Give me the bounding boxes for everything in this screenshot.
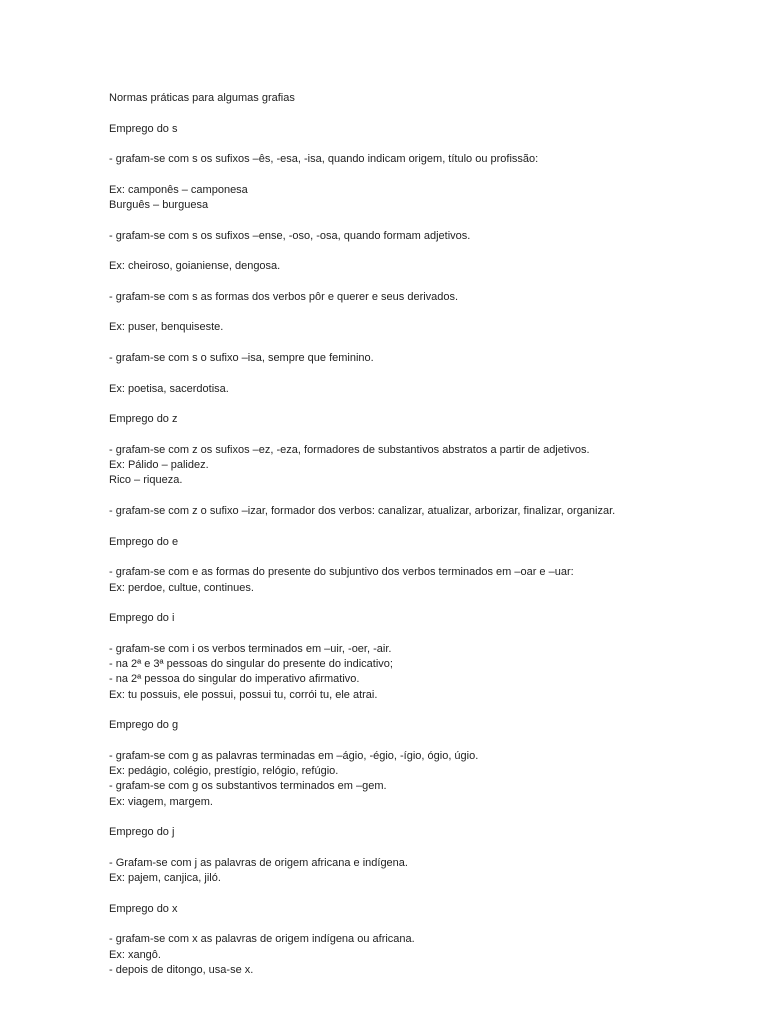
section-heading: Emprego do z <box>109 413 178 426</box>
text-line: Ex: pajem, canjica, jiló. <box>109 872 221 885</box>
section <box>109 412 749 519</box>
section-heading: Emprego do s <box>109 122 178 135</box>
paragraph <box>109 443 749 489</box>
paragraph <box>109 320 749 335</box>
text-line: - na 2ª pessoa do singular do imperativo afirmativo. <box>109 673 360 686</box>
text-line: Ex: pedágio, colégio, prestígio, relógio, refúgio. <box>109 765 339 778</box>
text-line: - grafam-se com s o sufixo –isa, sempre que feminino. <box>109 352 374 365</box>
section-heading: Emprego do i <box>109 612 175 625</box>
text-line: - grafam-se com s os sufixos –ês, -esa, -isa, quando indicam origem, título ou profissão: <box>109 153 539 166</box>
text-line: - grafam-se com g os substantivos terminados em –gem. <box>109 780 387 793</box>
section <box>109 718 749 810</box>
text-line: - na 2ª e 3ª pessoas do singular do presente do indicativo; <box>109 657 393 670</box>
document-title: Normas práticas para algumas grafias <box>109 92 295 104</box>
section-heading: Emprego do g <box>109 719 179 732</box>
text-line: - grafam-se com g as palavras terminadas em –ágio, -égio, -ígio, ógio, úgio. <box>109 749 479 762</box>
text-line: - grafam-se com e as formas do presente do subjuntivo dos verbos terminados em –oar e –uar: <box>109 566 574 579</box>
text-line: Ex: tu possuis, ele possui, possui tu, corrói tu, ele atrai. <box>109 688 378 701</box>
text-line: - grafam-se com i os verbos terminados em –uir, -oer, -air. <box>109 642 392 655</box>
paragraph <box>109 565 749 596</box>
text-line: - Grafam-se com j as palavras de origem africana e indígena. <box>109 856 408 869</box>
section <box>109 535 749 596</box>
document-page <box>109 91 749 994</box>
paragraph <box>109 229 749 244</box>
text-line: Ex: Pálido – palidez. <box>109 459 209 472</box>
text-line: - grafam-se com z o sufixo –izar, formador dos verbos: canalizar, atualizar, arborizar, finalizar, organizar. <box>109 505 616 518</box>
text-line: - grafam-se com s os sufixos –ense, -oso, -osa, quando formam adjetivos. <box>109 229 471 242</box>
section <box>109 825 749 886</box>
section-heading: Emprego do e <box>109 535 179 548</box>
paragraph <box>109 382 749 397</box>
text-line: Ex: xangô. <box>109 948 161 961</box>
text-line: Ex: puser, benquiseste. <box>109 321 224 334</box>
section-heading: Emprego do j <box>109 826 175 839</box>
text-line: - grafam-se com z os sufixos –ez, -eza, formadores de substantivos abstratos a partir de adjetivos. <box>109 443 590 456</box>
paragraph <box>109 932 749 978</box>
paragraph <box>109 351 749 366</box>
text-line: Burguês – burguesa <box>109 199 209 212</box>
text-line: Ex: camponês – camponesa <box>109 183 248 196</box>
paragraph <box>109 152 749 167</box>
paragraph <box>109 504 749 519</box>
text-line: Ex: cheiroso, goianiense, dengosa. <box>109 260 281 273</box>
section <box>109 122 749 397</box>
section-heading: Emprego do x <box>109 902 178 915</box>
text-line: - grafam-se com s as formas dos verbos pôr e querer e seus derivados. <box>109 290 459 303</box>
paragraph <box>109 290 749 305</box>
document-sections <box>109 122 749 979</box>
text-line: Ex: viagem, margem. <box>109 795 213 808</box>
text-line: - depois de ditongo, usa-se x. <box>109 963 254 976</box>
text-line: Ex: perdoe, cultue, continues. <box>109 581 254 594</box>
paragraph <box>109 856 749 887</box>
paragraph <box>109 259 749 274</box>
paragraph <box>109 749 749 810</box>
paragraph <box>109 642 749 703</box>
paragraph <box>109 183 749 214</box>
section <box>109 902 749 978</box>
text-line: Ex: poetisa, sacerdotisa. <box>109 382 229 395</box>
text-line: Rico – riqueza. <box>109 474 183 487</box>
section <box>109 611 749 703</box>
text-line: - grafam-se com x as palavras de origem indígena ou africana. <box>109 933 415 946</box>
